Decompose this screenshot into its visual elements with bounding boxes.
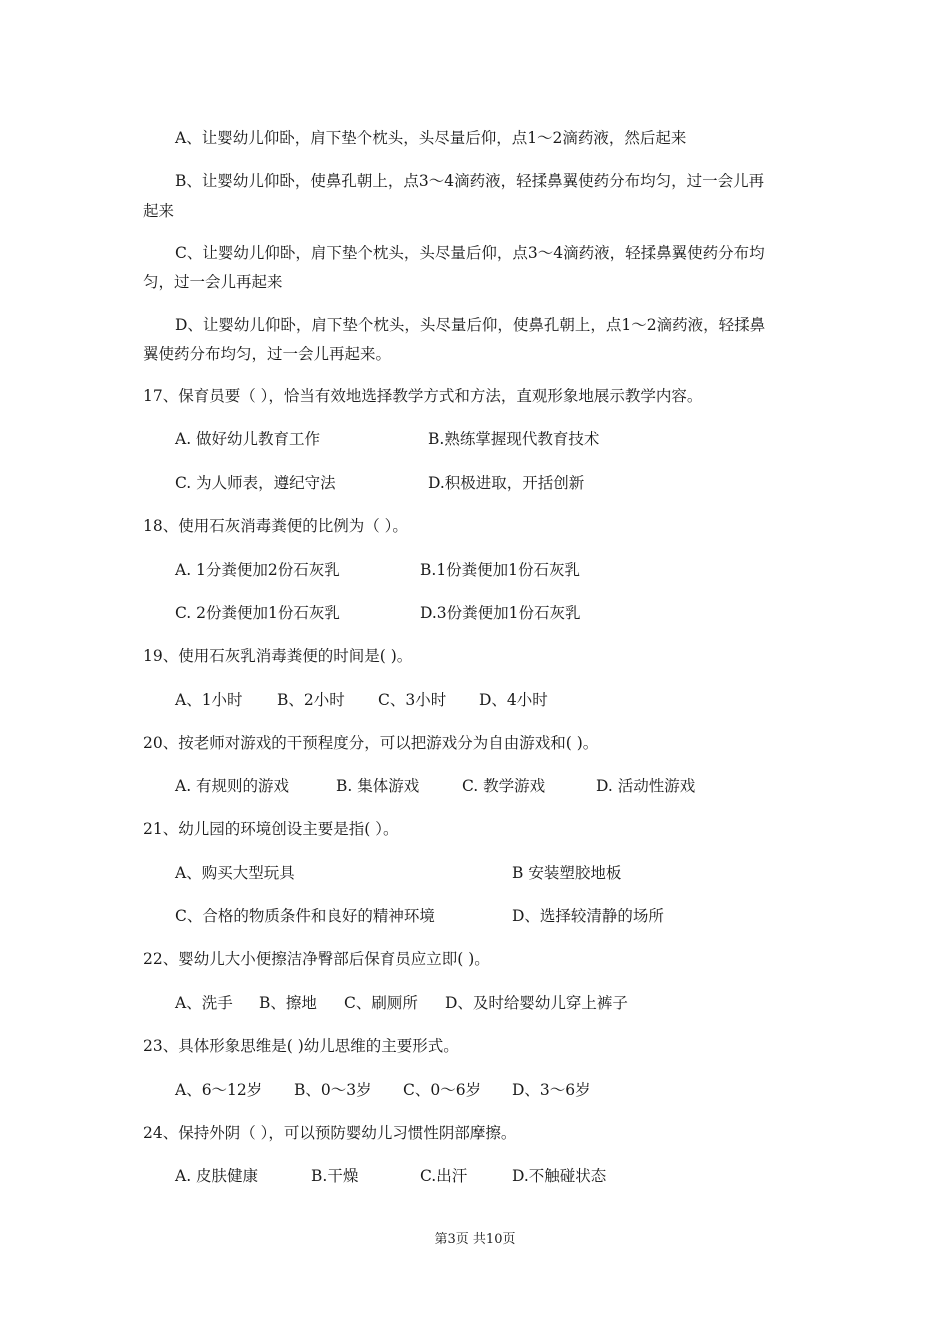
q18-option-b: B.1份粪便加1份石灰乳	[420, 561, 581, 579]
q17-option-b: B.熟练掌握现代教育技术	[428, 430, 600, 448]
q20-option-d: D. 活动性游戏	[596, 777, 696, 795]
q18-stem: 18、使用石灰消毒粪便的比例为（ ）。	[143, 517, 408, 535]
q19-option-b: B、2小时	[277, 691, 345, 709]
q21-stem: 21、幼儿园的环境创设主要是指( ）。	[143, 820, 399, 838]
q20-option-b: B. 集体游戏	[336, 777, 420, 795]
q18-option-d: D.3份粪便加1份石灰乳	[420, 604, 581, 622]
q22-option-c: C、刷厕所	[344, 994, 418, 1012]
q21-option-c: C、合格的物质条件和良好的精神环境	[175, 907, 435, 925]
q20-option-a: A. 有规则的游戏	[175, 777, 290, 795]
q22-option-a: A、洗手	[175, 994, 233, 1012]
q21-option-b: B 安装塑胶地板	[512, 864, 622, 882]
q16-option-a: A、让婴幼儿仰卧，肩下垫个枕头，头尽量后仰，点1～2滴药液，然后起来	[175, 129, 687, 147]
q22-option-b: B、擦地	[259, 994, 317, 1012]
q22-stem: 22、婴幼儿大小便擦洁净臀部后保育员应立即( )。	[143, 950, 490, 968]
q23-option-a: A、6～12岁	[175, 1081, 263, 1099]
q18-option-a: A. 1分粪便加2份石灰乳	[175, 561, 340, 579]
q18-option-c: C. 2份粪便加1份石灰乳	[175, 604, 340, 622]
q23-option-d: D、3～6岁	[512, 1081, 591, 1099]
q24-option-a: A. 皮肤健康	[175, 1167, 259, 1185]
q16-option-c-line1: C、让婴幼儿仰卧，肩下垫个枕头，头尽量后仰，点3～4滴药液，轻揉鼻翼使药分布均	[175, 244, 765, 262]
q20-option-c: C. 教学游戏	[462, 777, 546, 795]
q17-stem: 17、保育员要（ ），恰当有效地选择教学方式和方法，直观形象地展示教学内容。	[143, 387, 703, 405]
q19-option-d: D、4小时	[479, 691, 548, 709]
q16-option-b-line1: B、让婴幼儿仰卧，使鼻孔朝上，点3～4滴药液，轻揉鼻翼使药分布均匀，过一会儿再	[175, 172, 765, 190]
page-number-footer: 第3页 共10页	[434, 1232, 516, 1247]
q16-option-b-line2: 起来	[143, 202, 175, 220]
q23-option-b: B、0～3岁	[294, 1081, 372, 1099]
q22-option-d: D、及时给婴幼儿穿上裤子	[445, 994, 628, 1012]
q17-option-d: D.积极进取，开括创新	[428, 474, 585, 492]
q16-option-d-line2: 翼使药分布均匀，过一会儿再起来。	[143, 345, 392, 363]
q24-option-d: D.不触碰状态	[512, 1167, 607, 1185]
q17-option-c: C. 为人师表，遵纪守法	[175, 474, 336, 492]
q24-stem: 24、保持外阴（ ），可以预防婴幼儿习惯性阴部摩擦。	[143, 1124, 517, 1142]
q23-option-c: C、0～6岁	[403, 1081, 482, 1099]
q16-option-d-line1: D、让婴幼儿仰卧，肩下垫个枕头，头尽量后仰，使鼻孔朝上，点1～2滴药液，轻揉鼻	[175, 316, 766, 334]
q19-option-a: A、1小时	[175, 691, 243, 709]
q16-option-c-line2: 匀，过一会儿再起来	[143, 273, 283, 291]
q19-option-c: C、3小时	[378, 691, 447, 709]
q17-option-a: A. 做好幼儿教育工作	[175, 430, 321, 448]
q19-stem: 19、使用石灰乳消毒粪便的时间是( )。	[143, 647, 413, 665]
q20-stem: 20、按老师对游戏的干预程度分，可以把游戏分为自由游戏和( )。	[143, 734, 599, 752]
q23-stem: 23、具体形象思维是( )幼儿思维的主要形式。	[143, 1037, 459, 1055]
q21-option-d: D、选择较清静的场所	[512, 907, 664, 925]
q24-option-c: C.出汗	[420, 1167, 468, 1185]
q21-option-a: A、购买大型玩具	[175, 864, 295, 882]
q24-option-b: B.干燥	[311, 1167, 359, 1185]
